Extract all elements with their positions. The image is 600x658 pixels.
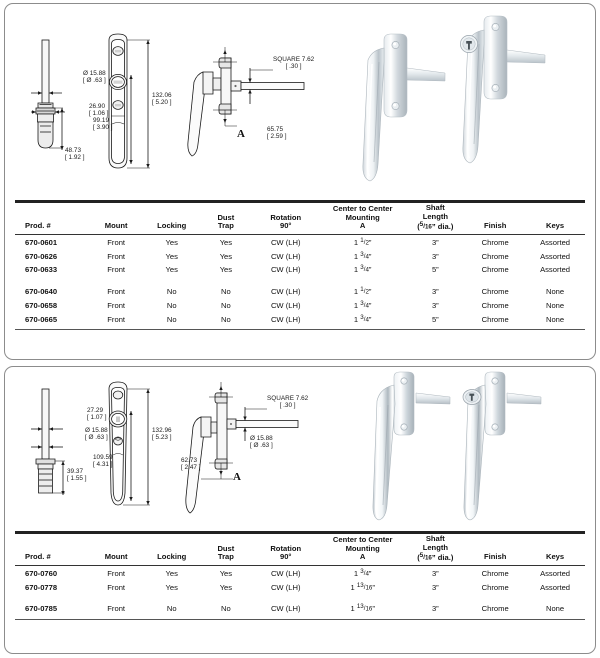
table-row[interactable]: [15, 285, 585, 299]
dim-lock-body-length: 48.73 [ 1.92 ]: [65, 147, 85, 162]
cell-dust: Yes: [219, 265, 233, 275]
cell-mount: Front: [107, 568, 126, 578]
cell-finish: Chrome: [481, 237, 509, 247]
engineering-drawing-bottom: [5, 367, 365, 531]
cell-keys: Assorted: [540, 251, 571, 261]
th-shaft-length: Shaft Length (5/16” dia.): [405, 203, 465, 235]
cell-finish: Chrome: [481, 568, 509, 578]
cell-locking: No: [166, 300, 177, 310]
cell-finish: Chrome: [481, 287, 509, 297]
cell-center-to-center: 1 3/4”: [353, 567, 372, 578]
cell-dust: No: [221, 287, 231, 297]
dim-lock-body-length: 39.37 [ 1.55 ]: [67, 468, 87, 483]
cell-keys: Assorted: [540, 568, 571, 578]
cell-prod: 670-0626: [25, 251, 58, 261]
th-center-to-center: Center to Center Mounting A: [320, 203, 406, 235]
table-group-separator: [15, 277, 585, 285]
cell-mount: Front: [107, 300, 126, 310]
cell-locking: Yes: [165, 237, 178, 247]
cell-shaft: 3”: [431, 251, 439, 261]
spec-table-bottom: [15, 534, 585, 616]
dim-overall-handle-length: 132.06 [ 5.20 ]: [152, 92, 172, 107]
callout-letter-a: A: [237, 128, 245, 140]
spec-table-wrap-top: [5, 203, 595, 327]
table-bottom-rule: [15, 619, 585, 620]
engineering-drawing-top: [5, 4, 365, 200]
cell-rotation: CW (LH): [270, 300, 301, 310]
cell-finish: Chrome: [481, 604, 509, 614]
cell-prod: 670-0778: [25, 582, 58, 592]
cell-shaft: 3”: [431, 604, 439, 614]
th-center-to-center: Center to Center Mounting A: [320, 534, 406, 566]
th-keys: Keys: [525, 534, 585, 566]
cell-mount: Front: [107, 314, 126, 324]
table-row[interactable]: [15, 299, 585, 313]
cell-center-to-center: 1 3/4”: [353, 313, 372, 324]
cell-prod: 670-0785: [25, 604, 58, 614]
cell-center-to-center: 1 3/4”: [353, 299, 372, 310]
cell-locking: Yes: [165, 251, 178, 261]
cell-mount: Front: [107, 287, 126, 297]
table-bottom-rule: [15, 329, 585, 330]
table-row[interactable]: [15, 602, 585, 616]
cell-prod: 670-0658: [25, 300, 58, 310]
cell-dust: Yes: [219, 568, 233, 578]
cell-shaft: 3”: [431, 237, 439, 247]
cell-center-to-center: 1 3/4”: [353, 250, 372, 261]
cell-dust: Yes: [219, 251, 233, 261]
th-finish: Finish: [465, 203, 525, 235]
cell-keys: None: [545, 314, 565, 324]
dim-escutcheon-depth: 26.90 [ 1.06 ]: [89, 103, 109, 118]
cell-dust: No: [221, 314, 231, 324]
cell-mount: Front: [107, 582, 126, 592]
cell-keys: None: [545, 287, 565, 297]
dim-overall-handle-length: 132.96 [ 5.23 ]: [152, 427, 172, 442]
dim-shaft-diameter: Ø 15.88 [ Ø .63 ]: [83, 70, 106, 85]
th-rotation: Rotation 90°: [252, 203, 320, 235]
th-prod: Prod. #: [15, 203, 89, 235]
th-dust-trap: Dust Trap: [200, 203, 251, 235]
dim-escutcheon-depth: 27.29 [ 1.07 ]: [87, 407, 107, 422]
cell-finish: Chrome: [481, 314, 509, 324]
product-photo-bottom: [360, 367, 596, 531]
th-shaft-length: Shaft Length (5/16” dia.): [405, 534, 465, 566]
cell-keys: Assorted: [540, 237, 571, 247]
spec-table-bottom-body: [15, 566, 585, 616]
table-row[interactable]: [15, 263, 585, 277]
cell-rotation: CW (LH): [270, 265, 301, 275]
cell-prod: 670-0601: [25, 237, 58, 247]
cell-center-to-center: 1 1/2”: [353, 286, 372, 297]
cell-locking: Yes: [165, 568, 178, 578]
cell-center-to-center: 1 13/16”: [350, 603, 375, 614]
cell-prod: 670-0633: [25, 265, 58, 275]
cell-mount: Front: [107, 237, 126, 247]
cell-mount: Front: [107, 251, 126, 261]
table-row[interactable]: [15, 235, 585, 249]
figure-area-bottom: [5, 367, 595, 531]
dim-center-to-center-a: 65.75 [ 2.59 ]: [267, 126, 287, 141]
cell-locking: No: [166, 314, 177, 324]
cell-mount: Front: [107, 265, 126, 275]
spec-table-top: [15, 203, 585, 327]
cell-rotation: CW (LH): [270, 251, 301, 261]
cell-shaft: 3”: [431, 582, 439, 592]
dim-shaft-diameter-2: Ø 15.88 [ Ø .63 ]: [250, 435, 273, 450]
cell-locking: Yes: [165, 582, 178, 592]
dim-square-shaft: SQUARE 7.62 [ .30 ]: [273, 56, 315, 71]
cell-center-to-center: 1 13/16”: [350, 581, 375, 592]
key-cylinder-icon: [460, 35, 477, 52]
cell-rotation: CW (LH): [270, 287, 301, 297]
cell-center-to-center: 1 1/2”: [353, 236, 372, 247]
cell-shaft: 3”: [431, 300, 439, 310]
spec-table-top-body: [15, 235, 585, 326]
cell-rotation: CW (LH): [270, 604, 301, 614]
dim-handle-lever-length: 99.19 [ 3.90 ]: [93, 117, 113, 132]
th-mount: Mount: [89, 203, 143, 235]
cell-locking: No: [166, 604, 177, 614]
cell-locking: No: [166, 287, 177, 297]
cell-rotation: CW (LH): [270, 582, 301, 592]
cell-finish: Chrome: [481, 265, 509, 275]
dim-handle-lever-length: 109.59 [ 4.31 ]: [93, 454, 113, 469]
key-cylinder-icon: [463, 390, 481, 405]
cell-dust: Yes: [219, 237, 233, 247]
dim-center-to-center-a: 62.73 [ 2.47 ]: [181, 457, 201, 472]
cell-finish: Chrome: [481, 251, 509, 261]
th-locking: Locking: [143, 534, 200, 566]
cell-keys: None: [545, 300, 565, 310]
cell-prod: 670-0665: [25, 314, 58, 324]
product-photo-top: [360, 12, 596, 200]
th-dust-trap: Dust Trap: [200, 534, 251, 566]
product-panel-top: [4, 3, 596, 360]
table-row[interactable]: [15, 580, 585, 594]
cell-finish: Chrome: [481, 582, 509, 592]
cell-keys: None: [545, 604, 565, 614]
th-prod: Prod. #: [15, 534, 89, 566]
cell-keys: Assorted: [540, 265, 571, 275]
cell-shaft: 5”: [431, 314, 439, 324]
cell-finish: Chrome: [481, 300, 509, 310]
cell-shaft: 3”: [431, 568, 439, 578]
dim-shaft-diameter: Ø 15.88 [ Ø .63 ]: [85, 427, 108, 442]
cell-shaft: 5”: [431, 265, 439, 275]
table-row[interactable]: [15, 249, 585, 263]
th-mount: Mount: [89, 534, 143, 566]
th-locking: Locking: [143, 203, 200, 235]
th-finish: Finish: [465, 534, 525, 566]
table-row[interactable]: [15, 312, 585, 326]
table-row[interactable]: [15, 566, 585, 580]
th-rotation: Rotation 90°: [252, 534, 320, 566]
cell-locking: Yes: [165, 265, 178, 275]
cell-center-to-center: 1 3/4”: [353, 264, 372, 275]
callout-letter-a: A: [233, 471, 241, 483]
spec-table-wrap-bottom: [5, 534, 595, 616]
cell-dust: Yes: [219, 582, 233, 592]
cell-rotation: CW (LH): [270, 314, 301, 324]
figure-area-top: [5, 4, 595, 200]
cell-prod: 670-0760: [25, 568, 58, 578]
cell-mount: Front: [107, 604, 126, 614]
product-panel-bottom: [4, 366, 596, 654]
table-group-separator: [15, 594, 585, 602]
cell-dust: No: [221, 604, 231, 614]
cell-dust: No: [221, 300, 231, 310]
cell-keys: Assorted: [540, 582, 571, 592]
cell-prod: 670-0640: [25, 287, 58, 297]
cell-shaft: 3”: [431, 287, 439, 297]
th-keys: Keys: [525, 203, 585, 235]
cell-rotation: CW (LH): [270, 237, 301, 247]
dim-square-shaft: SQUARE 7.62 [ .30 ]: [267, 395, 309, 410]
cell-rotation: CW (LH): [270, 568, 301, 578]
